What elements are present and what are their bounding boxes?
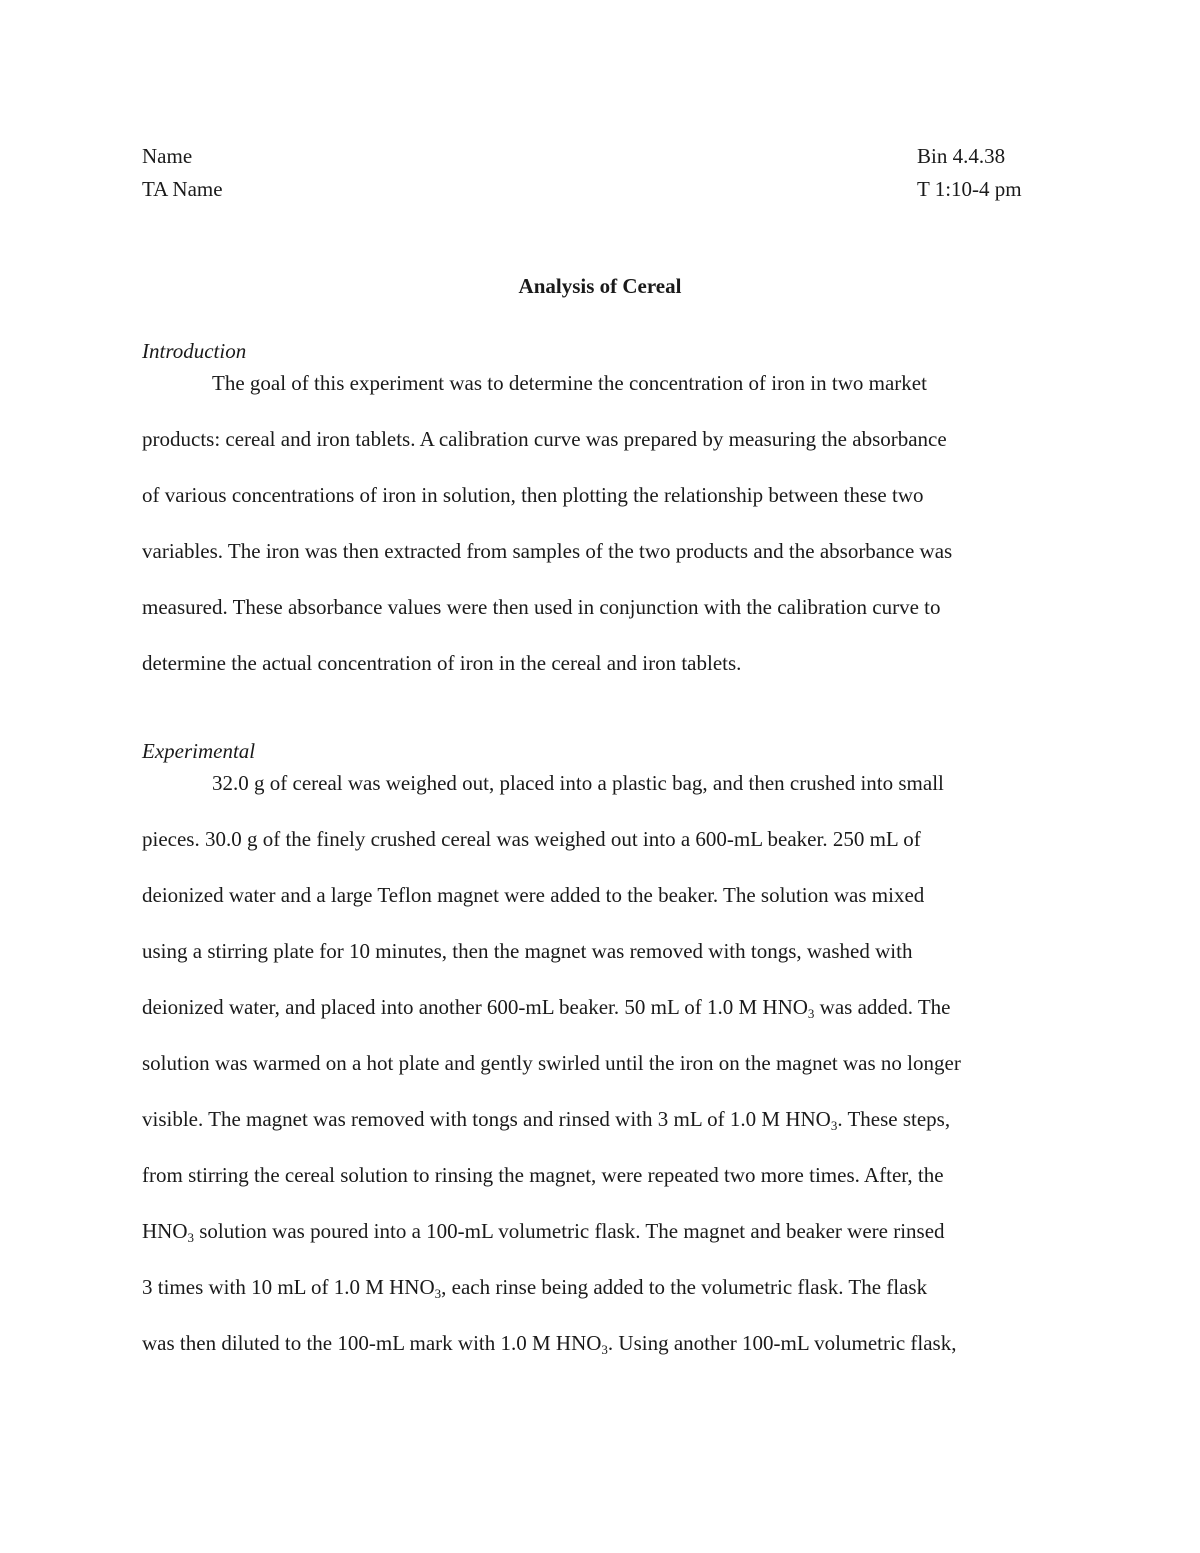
experimental-line: from stirring the cereal solution to rinsing the magnet, were repeated two more times. After, the	[142, 1163, 944, 1187]
line-text: was added. The	[814, 995, 951, 1019]
line-text: visible. The magnet was removed with tongs and rinsed with 3 mL of 1.0 M HNO	[142, 1107, 831, 1131]
experimental-line	[142, 1107, 950, 1131]
subscript: 3	[601, 1342, 608, 1357]
experimental-line: solution was warmed on a hot plate and gently swirled until the iron on the magnet was no longer	[142, 1051, 961, 1075]
document-title: Analysis of Cereal	[518, 274, 682, 298]
subscript: 3	[434, 1286, 442, 1301]
line-text: solution was poured into a 100-mL volumetric flask. The magnet and beaker were rinsed	[194, 1219, 945, 1243]
experimental-line: 32.0 g of cereal was weighed out, placed into a plastic bag, and then crushed into small	[212, 771, 944, 795]
subscript: 3	[187, 1230, 194, 1245]
line-text: . These steps,	[837, 1107, 951, 1131]
intro-line: of various concentrations of iron in solution, then plotting the relationship between these two	[142, 483, 924, 507]
experimental-line: using a stirring plate for 10 minutes, then the magnet was removed with tongs, washed with	[142, 939, 913, 963]
line-text: HNO	[142, 1219, 188, 1243]
experimental-line	[142, 1331, 956, 1355]
line-text: deionized water, and placed into another 600-mL beaker. 50 mL of 1.0 M HNO	[142, 995, 808, 1019]
intro-line: products: cereal and iron tablets. A calibration curve was prepared by measuring the absorbance	[142, 427, 947, 451]
line-text: was then diluted to the 100-mL mark with 1.0 M HNO	[142, 1331, 602, 1355]
line-text: , each rinse being added to the volumetric flask. The flask	[441, 1275, 928, 1299]
intro-line: The goal of this experiment was to determine the concentration of iron in two market	[212, 371, 927, 395]
experimental-line: deionized water and a large Teflon magnet were added to the beaker. The solution was mixed	[142, 883, 925, 907]
intro-line: variables. The iron was then extracted from samples of the two products and the absorbance was	[142, 539, 953, 563]
lab-time: T 1:10-4 pm	[917, 177, 1022, 201]
subscript: 3	[807, 1006, 815, 1021]
experimental-line	[142, 1275, 927, 1299]
ta-name: TA Name	[142, 177, 223, 201]
student-name: Name	[142, 144, 193, 168]
experimental-line	[142, 1219, 945, 1243]
experimental-line	[142, 995, 950, 1019]
line-text: 3 times with 10 mL of 1.0 M HNO	[142, 1275, 435, 1299]
line-text: . Using another 100-mL volumetric flask,	[607, 1331, 957, 1355]
subscript: 3	[830, 1118, 838, 1133]
intro-line: measured. These absorbance values were then used in conjunction with the calibration curve to	[142, 595, 941, 619]
intro-line: determine the actual concentration of iron in the cereal and iron tablets.	[142, 651, 742, 675]
introduction-heading: Introduction	[142, 339, 247, 363]
experimental-heading: Experimental	[142, 739, 256, 763]
bin-number: Bin 4.4.38	[917, 144, 1006, 168]
experimental-line: pieces. 30.0 g of the finely crushed cereal was weighed out into a 600-mL beaker. 250 mL of	[142, 827, 921, 851]
